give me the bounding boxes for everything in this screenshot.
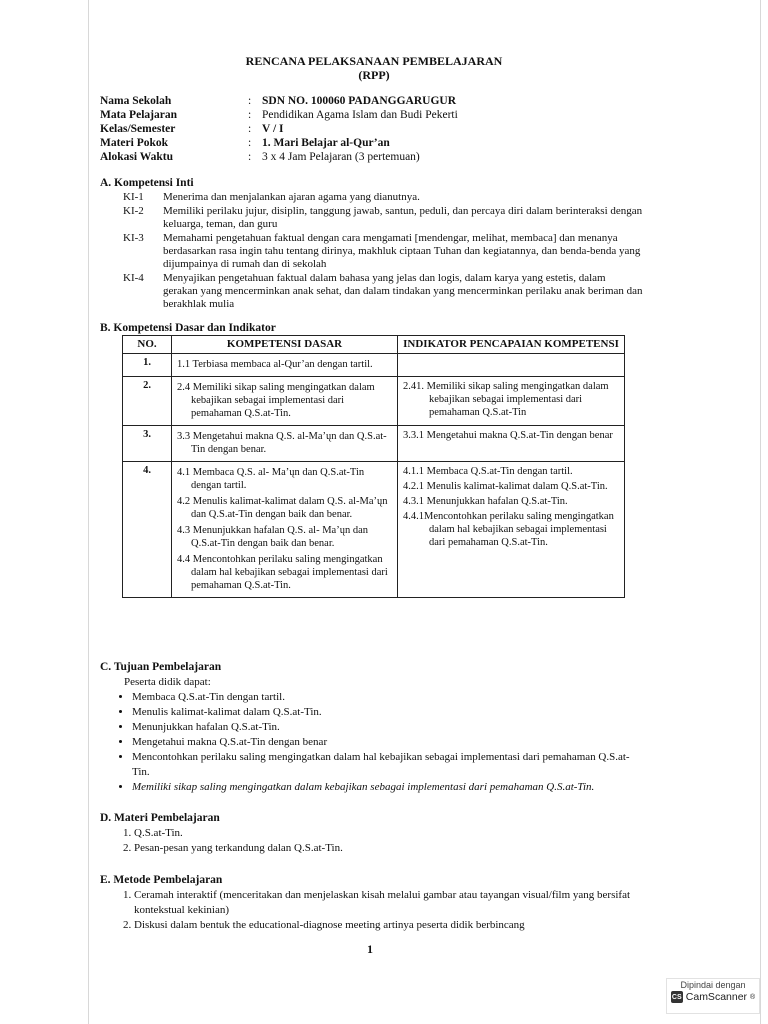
indicator-item: 3.3.1 Mengetahui makna Q.S.at-Tin dengan benar (403, 430, 613, 441)
list-item: 2. Diskusi dalam bentuk the educational-diagnose meeting artinya peserta didik berbincang (134, 918, 646, 933)
page-edge-right (760, 0, 761, 1024)
ki-text: Menyajikan pengetahuan faktual dalam bahasa yang jelas dan logis, dalam karya yang estetis, dalam gerakan yang mencerminkan anak sehat, dan dalam tindakan yang mencerminkan perilaku anak beriman dan berakhlak mulia (163, 272, 643, 310)
objectives-list (116, 690, 646, 795)
competency-table (122, 335, 625, 598)
info-label: Mata Pelajaran (100, 109, 177, 121)
column-header-no: NO. (123, 336, 172, 354)
row-number: 2. (123, 377, 172, 426)
info-value: Pendidikan Agama Islam dan Budi Pekerti (262, 109, 458, 121)
ki-item (123, 205, 643, 231)
camscanner-logo-icon: CS (671, 991, 683, 1003)
indicator-cell (398, 354, 625, 377)
ki-item (123, 272, 643, 311)
info-row-time (100, 150, 458, 164)
indicator-item: 4.4.1Mencontohkan perilaku saling mengingatkan dalam hal kebajikan sebagai implementasi dari pemahaman Q.S.at-Tin. (403, 511, 614, 548)
list-item: 1. Ceramah interaktif (menceritakan dan menjelaskan kisah melalui gambar atau tayangan visual/film yang bersifat kontekstual kekinian) (134, 888, 646, 918)
list-item: 1. Q.S.at-Tin. (134, 826, 636, 841)
ki-code: KI-4 (123, 272, 144, 284)
ki-item (123, 232, 643, 271)
kd-item: 1.1 Terbiasa membaca al-Qur’an dengan tartil. (177, 359, 373, 370)
column-header-indicator: INDIKATOR PENCAPAIAN KOMPETENSI (398, 336, 625, 354)
indicator-item: 4.2.1 Menulis kalimat-kalimat dalam Q.S.at-Tin. (403, 481, 608, 492)
info-row-subject (100, 108, 458, 122)
info-colon: : (248, 123, 252, 135)
list-item: 2. Pesan-pesan yang terkandung dalan Q.S.at-Tin. (134, 841, 636, 856)
identity-block (100, 94, 458, 164)
info-row-class (100, 122, 458, 136)
info-value: SDN NO. 100060 PADANGGARUGUR (262, 95, 457, 107)
info-label: Alokasi Waktu (100, 151, 173, 163)
indicator-item: 4.3.1 Menunjukkan hafalan Q.S.at-Tin. (403, 496, 568, 507)
indicator-item: 4.1.1 Membaca Q.S.at-Tin dengan tartil. (403, 466, 573, 477)
page-edge-left (88, 0, 89, 1024)
core-competency-list (123, 191, 643, 312)
kd-item: 4.4 Mencontohkan perilaku saling mengingatkan dalam hal kebajikan sebagai implementasi dari pemahaman Q.S.at-Tin. (177, 554, 388, 591)
materials-list (116, 826, 636, 856)
info-value: 1. Mari Belajar al-Qur’an (262, 137, 390, 149)
info-colon: : (248, 137, 252, 149)
ki-text: Memiliki perilaku jujur, disiplin, tanggung jawab, santun, peduli, dan percaya diri dalam berinteraksi dengan keluarga, teman, dan guru (163, 205, 643, 230)
methods-list (116, 888, 646, 933)
ki-code: KI-2 (123, 205, 144, 217)
ki-text: Memahami pengetahuan faktual dengan cara mengamati [mendengar, melihat, membaca] dan menanya berdasarkan rasa ingin tahu tentang dirinya, makhluk ciptaan Tuhan dan kegiatannya, dan benda-benda yang dijumpainya di rumah dan di sekolah (163, 232, 641, 270)
page-number: 1 (367, 942, 373, 956)
watermark-caption: Dipindai dengan (680, 980, 746, 990)
info-colon: : (248, 151, 252, 163)
ki-code: KI-1 (123, 191, 144, 203)
camscanner-watermark (666, 980, 760, 1003)
row-number: 3. (123, 426, 172, 462)
trademark-symbol: ® (750, 993, 756, 1001)
list-item: • Mencontohkan perilaku saling mengingatkan dalam hal kebajikan sebagai implementasi dari pemahaman Q.S.at-Tin. (132, 750, 646, 780)
indicator-cell (398, 462, 625, 598)
indicator-cell (398, 426, 625, 462)
kd-cell (172, 462, 398, 598)
list-item: • Menunjukkan hafalan Q.S.at-Tin. (132, 720, 646, 735)
learning-objectives (116, 675, 646, 795)
watermark-brand (666, 991, 760, 1003)
ki-item (123, 191, 643, 204)
ki-code: KI-3 (123, 232, 144, 244)
info-value: 3 x 4 Jam Pelajaran (3 pertemuan) (262, 151, 420, 163)
kd-cell (172, 377, 398, 426)
section-e-heading: E. Metode Pembelajaran (100, 874, 223, 886)
row-number: 1. (123, 354, 172, 377)
section-c-heading: C. Tujuan Pembelajaran (100, 661, 222, 673)
info-value: V / I (262, 123, 284, 135)
kd-item: 3.3 Mengetahui makna Q.S. al-Ma’ųn dan Q.S.at-Tin dengan benar. (177, 431, 387, 455)
kd-cell (172, 426, 398, 462)
info-colon: : (248, 95, 252, 107)
list-item: • Menulis kalimat-kalimat dalam Q.S.at-Tin. (132, 705, 646, 720)
info-row-school (100, 94, 458, 108)
section-d-heading: D. Materi Pembelajaran (100, 812, 220, 824)
learning-materials (116, 826, 636, 856)
column-header-kd: KOMPETENSI DASAR (172, 336, 398, 354)
info-label: Materi Pokok (100, 137, 169, 149)
table-header-row (123, 336, 625, 354)
learning-methods (116, 888, 646, 933)
list-item: • Mengetahui makna Q.S.at-Tin dengan benar (132, 735, 646, 750)
objectives-intro: Peserta didik dapat: (124, 676, 211, 688)
document-title: RENCANA PELAKSANAAN PEMBELAJARAN (245, 54, 503, 68)
kd-item: 2.4 Memiliki sikap saling mengingatkan dalam kebajikan sebagai implementasi dari pemahaman Q.S.at-Tin. (177, 382, 375, 419)
table-row (123, 462, 625, 598)
list-item: • Membaca Q.S.at-Tin dengan tartil. (132, 690, 646, 705)
table-row (123, 354, 625, 377)
info-label: Nama Sekolah (100, 95, 172, 107)
kd-item: 4.2 Menulis kalimat-kalimat dalam Q.S. al-Ma’ųn dan Q.S.at-Tin dengan baik dan benar. (177, 496, 388, 520)
document-subtitle: (RPP) (358, 68, 390, 82)
row-number: 4. (123, 462, 172, 598)
info-label: Kelas/Semester (100, 123, 176, 135)
table-row (123, 426, 625, 462)
section-b-heading: B. Kompetensi Dasar dan Indikator (100, 322, 276, 334)
indicator-cell (398, 377, 625, 426)
section-a-heading: A. Kompetensi Inti (100, 177, 194, 189)
ki-text: Menerima dan menjalankan ajaran agama yang dianutnya. (163, 191, 420, 203)
list-item: • Memiliki sikap saling mengingatkan dalam kebajikan sebagai implementasi dari pemahaman Q.S.at-Tin. (132, 780, 646, 795)
kd-item: 4.3 Menunjukkan hafalan Q.S. al- Ma’ųn dan Q.S.at-Tin dengan baik dan benar. (177, 525, 368, 549)
kd-item: 4.1 Membaca Q.S. al- Ma’ųn dan Q.S.at-Tin dengan tartil. (177, 467, 365, 491)
indicator-item: 2.41. Memiliki sikap saling mengingatkan dalam kebajikan sebagai implementasi dari pemahaman Q.S.at-Tin (403, 381, 609, 418)
kd-cell (172, 354, 398, 377)
info-colon: : (248, 109, 252, 121)
info-row-topic (100, 136, 458, 150)
watermark-brand-name: CamScanner (685, 991, 748, 1003)
table-row (123, 377, 625, 426)
